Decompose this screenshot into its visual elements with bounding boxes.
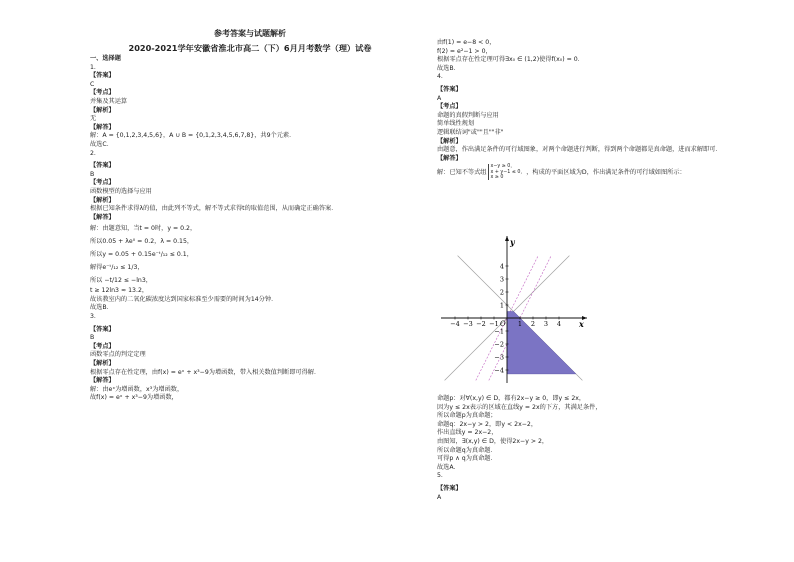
text-line: A [437, 493, 442, 501]
feasible-region-figure [437, 228, 597, 388]
text-line: 函数零点的判定定理 [90, 351, 146, 359]
text-line: t ≥ 12ln3 ≈ 13.2， [90, 287, 149, 295]
text-line: 所以命题q为真命题． [437, 446, 497, 454]
x-tick-label: −4 [450, 320, 460, 328]
text-line: 由题意，作出满足条件的可行域图象，对两个命题进行判断，得到两个命题都是真命题，进而求解即可． [437, 146, 722, 154]
text-line: 故f(x) = eˣ + x³−9为增函数， [90, 394, 178, 402]
left-column [90, 27, 410, 403]
text-line: 可得p ∧ q为真命题． [437, 455, 497, 463]
text-line: 解：A = {0,1,2,3,4,5,6}，A ∪ B = {0,1,2,3,4,5,6,7,8}，共9个元素． [90, 132, 296, 140]
x-axis-label: x [579, 319, 584, 329]
origin-label: O [500, 320, 506, 328]
text-line: 命题p：对∀(x,y) ∈ D，都有2x−y ≥ 0，即y ≤ 2x， [437, 395, 586, 402]
section-label: 【答案】 [437, 85, 462, 93]
text-line: B [90, 170, 95, 178]
y-tick-label: −4 [494, 366, 504, 375]
y-tick-label: 2 [499, 288, 504, 297]
section-label: 【答案】 [90, 162, 115, 170]
text-line: 根据零点存在性定理可得∃x₀ ∈ (1,2)使得f(x₀) = 0． [437, 56, 584, 64]
text-line: 故选A． [437, 463, 460, 471]
text-line: C [90, 80, 95, 88]
text-line: 逻辑联结词"或""且""非" [437, 128, 504, 136]
y-tick-label: −3 [494, 353, 504, 362]
section-label: 【解析】 [437, 137, 462, 145]
document-title: 参考答案与试题解析 [214, 29, 286, 38]
text-line: 4. [437, 73, 443, 81]
section-label: 【考点】 [90, 179, 115, 187]
text-line: 所以0.05 + λe⁰ = 0.2，λ = 0.15， [90, 238, 194, 246]
solve-prefix: 解：已知不等式组 [437, 169, 487, 177]
text-line: 5. [437, 472, 443, 480]
y-tick-label: 3 [499, 275, 504, 284]
text-line: 所以y = 0.05 + 0.15e⁻ᵗ/₁₂ ≤ 0.1， [90, 251, 193, 259]
x-tick-label: 1 [517, 320, 523, 328]
text-line: 3. [90, 313, 96, 321]
section-label: 【解答】 [90, 213, 115, 221]
section-label: 【考点】 [437, 103, 462, 111]
inequality-1: x−y ≥ 0， [490, 164, 516, 170]
text-line: 命题的真假判断与应用 [437, 111, 499, 119]
y-tick-label: −2 [494, 340, 504, 349]
section-label: 【答案】 [90, 325, 115, 333]
section-label: 【解答】 [90, 123, 115, 131]
right-column-content-top [437, 39, 767, 163]
x-tick-label: 3 [543, 320, 549, 328]
x-tick-label: −2 [476, 320, 486, 328]
section-label: 【解析】 [90, 196, 115, 204]
section-label: 【答案】 [437, 484, 462, 492]
right-column-content-bottom [437, 395, 767, 502]
section-label: 【解析】 [90, 106, 115, 114]
y-tick-label: 4 [499, 262, 504, 271]
x-tick-label: −3 [463, 320, 473, 328]
text-line: 因为y ≤ 2x表示的区域在直线y = 2x的下方，其满足条件， [437, 403, 602, 411]
inequality-3: x ≥ 0 [490, 175, 504, 181]
x-tick-label: −1 [489, 320, 499, 328]
y-axis-arrow [505, 236, 509, 241]
text-line: 作出直线y = 2x−2， [437, 429, 498, 437]
y-axis-label: y [510, 237, 515, 247]
text-line: 由图知，∃(x,y) ∈ D，使得2x−y > 2， [437, 437, 549, 445]
text-line: 根据已知条件求得λ的值，由此列不等式，解不等式求得t的取值范围，从而确定正确答案． [90, 205, 338, 213]
text-line: 所以命题p为真命题； [437, 412, 497, 420]
text-line: 解：由eˣ为增函数，x³为增函数， [90, 385, 184, 393]
section-label: 【考点】 [90, 342, 115, 350]
solve-line [437, 163, 767, 183]
section-label: 【考点】 [90, 89, 115, 97]
text-line: 根据零点存在性定理，由f(x) = eˣ + x³−9为增函数，带入相关数值判断即可得解． [90, 368, 321, 376]
section-label: 【解答】 [90, 377, 115, 385]
right-column-lower [437, 395, 767, 502]
y-tick-label: 1 [499, 301, 504, 310]
text-line: 所以 −t/12 ≤ −ln3， [90, 277, 152, 285]
text-line: 2. [90, 149, 96, 157]
inequality-system [488, 164, 526, 180]
text-line: 函数模型的选择与应用 [90, 187, 152, 195]
text-line: 故选B． [90, 304, 113, 312]
text-line: 简单线性规划 [437, 120, 475, 128]
y-tick-label: −1 [494, 327, 504, 336]
text-line: 命题q：2x−y > 2，即y < 2x−2， [437, 420, 538, 428]
text-line: 解得e⁻ᵗ/₁₂ ≤ 1/3， [90, 264, 144, 272]
left-column-content [90, 55, 410, 403]
section-label: 一、选择题 [90, 55, 121, 62]
x-tick-label: 2 [530, 320, 536, 328]
section-label: 【解答】 [437, 154, 462, 162]
text-line: 并集及其运算 [90, 97, 128, 105]
x-tick-label: 4 [556, 320, 562, 328]
inequality-2: x + y−1 ≤ 0， [490, 169, 526, 175]
text-line: 1. [90, 63, 96, 71]
text-line: 解：由题意知，当t = 0时，y = 0.2， [90, 225, 197, 233]
text-line: 无 [90, 115, 97, 123]
right-column [437, 39, 767, 183]
text-line: 故选B． [437, 64, 460, 72]
solve-suffix: ，构成的平面区域为D，作出满足条件的可行域如图所示： [526, 169, 686, 177]
text-line: 故选C． [90, 140, 113, 148]
text-line: 由f(1) = e−8 < 0， [437, 39, 496, 46]
text-line: 故该教室内的二氧化碳浓度达到国家标准至少需要的时间为14分钟． [90, 295, 278, 303]
text-line: f(2) = e²−1 > 0， [437, 47, 492, 55]
exam-title: 2020-2021学年安徽省淮北市高二（下）6月月考数学（理）试卷 [128, 43, 372, 53]
text-line: A [437, 94, 442, 102]
section-label: 【解析】 [90, 360, 115, 368]
text-line: B [90, 334, 95, 342]
section-label: 【答案】 [90, 72, 115, 80]
